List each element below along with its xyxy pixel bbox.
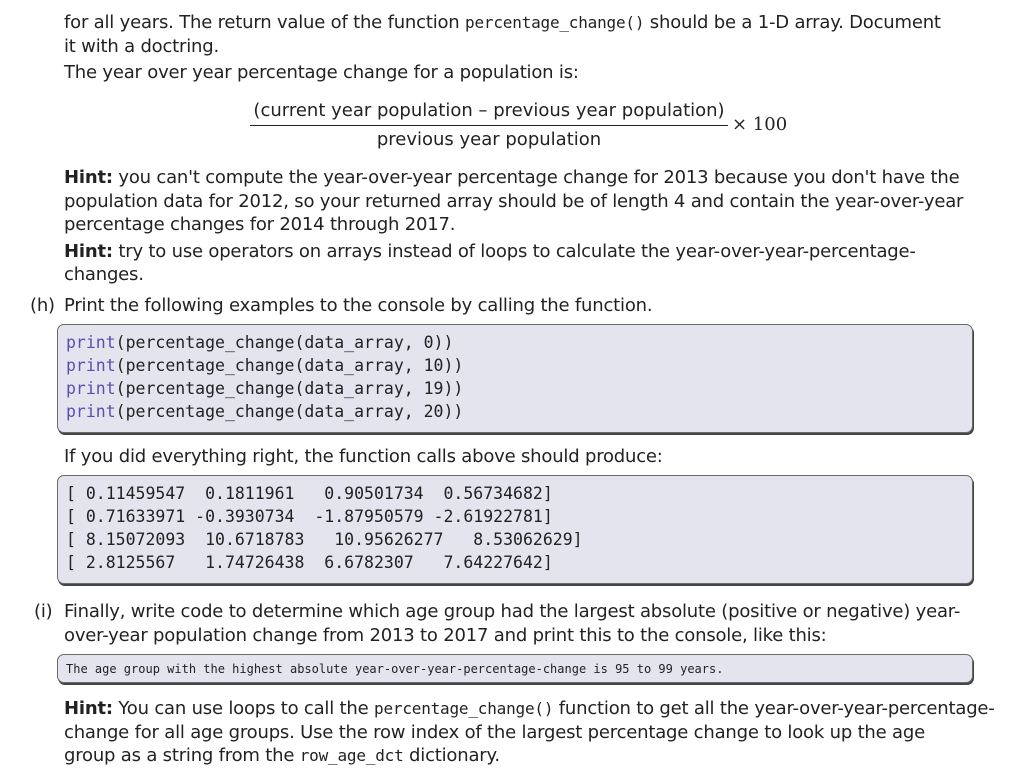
hint-3-line-2: change for all age groups. Use the row index of the largest percentage change to look up the age	[64, 722, 925, 743]
part-h-text: Print the following examples to the console by calling the function.	[64, 295, 653, 316]
formula-denominator: previous year population	[376, 129, 602, 150]
percentage-change-formula	[250, 99, 728, 152]
hint-1-line-1	[64, 166, 959, 190]
sample-output-box	[57, 654, 973, 683]
inline-code: row_age_dct	[299, 746, 404, 765]
hint-1-line-3: percentage changes for 2014 through 2017.	[64, 214, 456, 235]
hint-label: Hint:	[64, 167, 113, 188]
hint-label: Hint:	[64, 698, 113, 719]
code-args: (percentage_change(data_array, 20))	[115, 402, 464, 421]
hint-label: Hint:	[64, 241, 113, 262]
output-line: [ 2.8125567 1.74726438 6.6782307 7.64227642]	[66, 553, 553, 572]
formula-multiplier: × 100	[732, 114, 788, 135]
output-line: [ 8.15072093 10.6718783 10.95626277 8.53062629]	[66, 530, 583, 549]
print-keyword: print	[66, 379, 116, 398]
hint-text: you can't compute the year-over-year percentage change for 2013 because you don't have the	[112, 167, 960, 188]
code-args: (percentage_change(data_array, 19))	[115, 379, 464, 398]
print-keyword: print	[66, 402, 116, 421]
hint-text: function to get all the year-over-year-percentage-	[553, 698, 995, 719]
sample-output-line: The age group with the highest absolute year-over-year-percentage-change is 95 to 99 years.	[66, 662, 724, 676]
intro-text: for all years. The return value of the function	[64, 12, 466, 33]
inline-code: percentage_change()	[374, 699, 554, 718]
hint-2-line-1	[64, 240, 916, 264]
hint-text: group as a string from the	[64, 745, 300, 766]
inline-code: percentage_change()	[465, 13, 645, 32]
output-line: [ 0.11459547 0.1811961 0.90501734 0.56734682]	[66, 484, 553, 503]
code-line	[66, 402, 463, 421]
result-intro: If you did everything right, the function calls above should produce:	[64, 446, 663, 467]
intro-line-1	[64, 11, 941, 35]
output-line: [ 0.71633971 -0.3930734 -1.87950579 -2.61922781]	[66, 507, 553, 526]
hint-3-line-1	[64, 697, 995, 721]
code-args: (percentage_change(data_array, 10))	[115, 356, 464, 375]
console-output-box	[57, 475, 973, 584]
part-h-marker: (h)	[30, 295, 55, 316]
code-line	[66, 379, 463, 398]
hint-2-line-2: changes.	[64, 264, 144, 285]
print-keyword: print	[66, 356, 116, 375]
hint-text: try to use operators on arrays instead of loops to calculate the year-over-year-percentage-	[112, 241, 916, 262]
hint-1-line-2: population data for 2012, so your returned array should be of length 4 and contain the year-over-year	[64, 191, 964, 212]
formula-numerator: (current year population – previous year population)	[253, 100, 725, 121]
print-keyword: print	[66, 333, 116, 352]
part-i-line-1: Finally, write code to determine which age group had the largest absolute (positive or negative) year-	[64, 601, 961, 622]
hint-text: You can use loops to call the	[112, 698, 375, 719]
intro-text: should be a 1-D array. Document	[644, 12, 941, 33]
code-line	[66, 333, 453, 352]
hint-text: dictionary.	[403, 745, 500, 766]
part-i-line-2: over-year population change from 2013 to 2017 and print this to the console, like this:	[64, 625, 827, 646]
part-i-marker: (i)	[34, 601, 53, 622]
code-line	[66, 356, 463, 375]
intro-line-3: The year over year percentage change for a population is:	[64, 62, 579, 83]
code-args: (percentage_change(data_array, 0))	[115, 333, 454, 352]
intro-line-2: it with a doctring.	[64, 36, 219, 57]
hint-3-line-3	[64, 744, 500, 768]
code-listing-box	[57, 324, 973, 433]
